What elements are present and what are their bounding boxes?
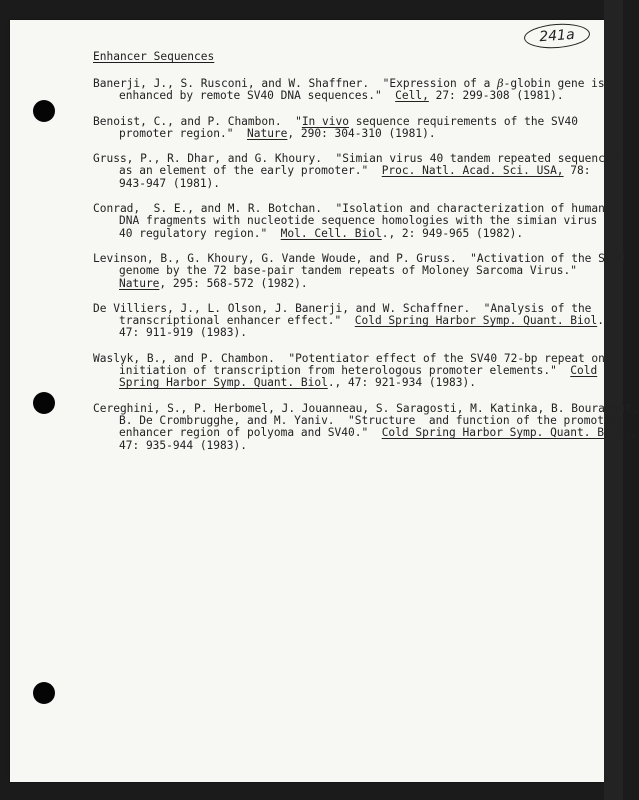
underlined-citation: Cold Spring Harbor Symp. Quant. Biol	[354, 314, 598, 328]
reference-text: enhancer region of polyoma and SV40."	[119, 426, 382, 440]
reference-line	[93, 377, 553, 389]
reference-text: Conrad, S. E., and M. R. Botchan. "Isolation and characterization of human	[93, 202, 605, 216]
reference-entry	[93, 114, 578, 141]
reference-list	[93, 77, 639, 465]
reference-entry	[93, 351, 605, 390]
handwritten-page-number: 241a	[523, 22, 591, 51]
underlined-citation: Cold	[570, 364, 598, 378]
reference-text: 47: 911-919 (1983).	[119, 326, 247, 340]
reference-text: Gruss, P., R. Dhar, and G. Khoury. "Simian virus 40 tandem repeated sequences	[93, 152, 619, 166]
reference-line	[93, 327, 553, 339]
reference-entry	[93, 401, 639, 452]
reference-text: Benoist, C., and P. Chambon. "	[93, 114, 302, 128]
underlined-citation: Cold Spring Harbor Symp. Quant. Biol	[381, 426, 625, 440]
page-edge-shadow	[604, 0, 623, 800]
underlined-citation: Cell,	[395, 89, 429, 103]
reference-text: 78:	[563, 164, 591, 178]
reference-line	[93, 89, 564, 103]
reference-text: Waslyk, B., and P. Chambon. "Potentiator effect of the SV40 72-bp repeat on	[93, 351, 605, 365]
reference-text: Cereghini, S., P. Herbomel, J. Jouanneau, S. Saragosti, M. Katinka, B. Bourachot,	[93, 401, 639, 415]
reference-text: Levinson, B., G. Khoury, G. Vande Woude, and P. Gruss. "Activation of the SV40	[93, 251, 626, 265]
underlined-citation: Proc. Natl. Acad. Sci. USA,	[381, 164, 564, 178]
punch-hole	[33, 392, 55, 414]
reference-text: genome by the 72 base-pair tandem repeats of Moloney Sarcoma Virus."	[119, 264, 578, 278]
reference-line	[93, 178, 553, 190]
underlined-citation: In vivo	[301, 114, 349, 128]
punch-hole	[33, 682, 55, 704]
reference-entry	[93, 301, 611, 340]
reference-text: transcriptional enhancer effect."	[119, 314, 355, 328]
reference-text: enhanced by remote SV40 DNA sequences."	[119, 89, 396, 103]
reference-line	[93, 440, 553, 452]
reference-entry	[93, 251, 626, 290]
reference-text: promoter region."	[119, 126, 247, 140]
reference-text: 47: 935-944 (1983).	[119, 438, 247, 452]
reference-text: -globin gene is	[503, 77, 605, 90]
underlined-citation: Nature	[246, 126, 288, 140]
underlined-citation: Spring Harbor Symp. Quant. Biol	[119, 376, 328, 390]
reference-text: , 290: 304-310 (1981).	[287, 126, 436, 140]
reference-text: as an element of the early promoter."	[119, 164, 382, 178]
reference-text: 40 regulatory region."	[119, 226, 281, 240]
reference-text: 27: 299-308 (1981).	[428, 89, 564, 103]
reference-text: De Villiers, J., L. Olson, J. Banerji, and W. Schaffner. "Analysis of the	[93, 301, 592, 315]
reference-text: DNA fragments with nucleotide sequence homologies with the simian virus	[119, 214, 598, 228]
reference-text: 943-947 (1981).	[119, 176, 221, 190]
reference-entry	[93, 77, 605, 103]
reference-text: .,	[597, 314, 611, 328]
reference-text: ., 47: 921-934 (1983).	[327, 376, 476, 390]
reference-line	[93, 228, 553, 240]
reference-text: Banerji, J., S. Rusconi, and W. Shaffner. "Expression of a	[93, 77, 498, 90]
reference-line	[93, 278, 553, 290]
handwritten-beta-symbol: β	[497, 77, 504, 90]
reference-entry	[93, 152, 619, 190]
reference-text: ., 2: 949-965 (1982).	[381, 226, 524, 240]
reference-entry	[93, 202, 605, 240]
reference-text: initiation of transcription from heterologous promoter elements."	[119, 364, 571, 378]
reference-text: , 295: 568-572 (1982).	[159, 276, 308, 290]
reference-text: B. De Crombrugghe, and M. Yaniv. "Structure and function of the promoter-	[119, 413, 625, 427]
reference-text: .,	[624, 426, 638, 440]
reference-text: sequence requirements of the SV40	[348, 114, 578, 128]
underlined-citation: Nature	[119, 276, 160, 290]
underlined-citation: Mol. Cell. Biol	[280, 226, 382, 240]
reference-line	[93, 128, 553, 140]
punch-hole	[33, 100, 55, 122]
page-title: Enhancer Sequences	[93, 50, 215, 63]
